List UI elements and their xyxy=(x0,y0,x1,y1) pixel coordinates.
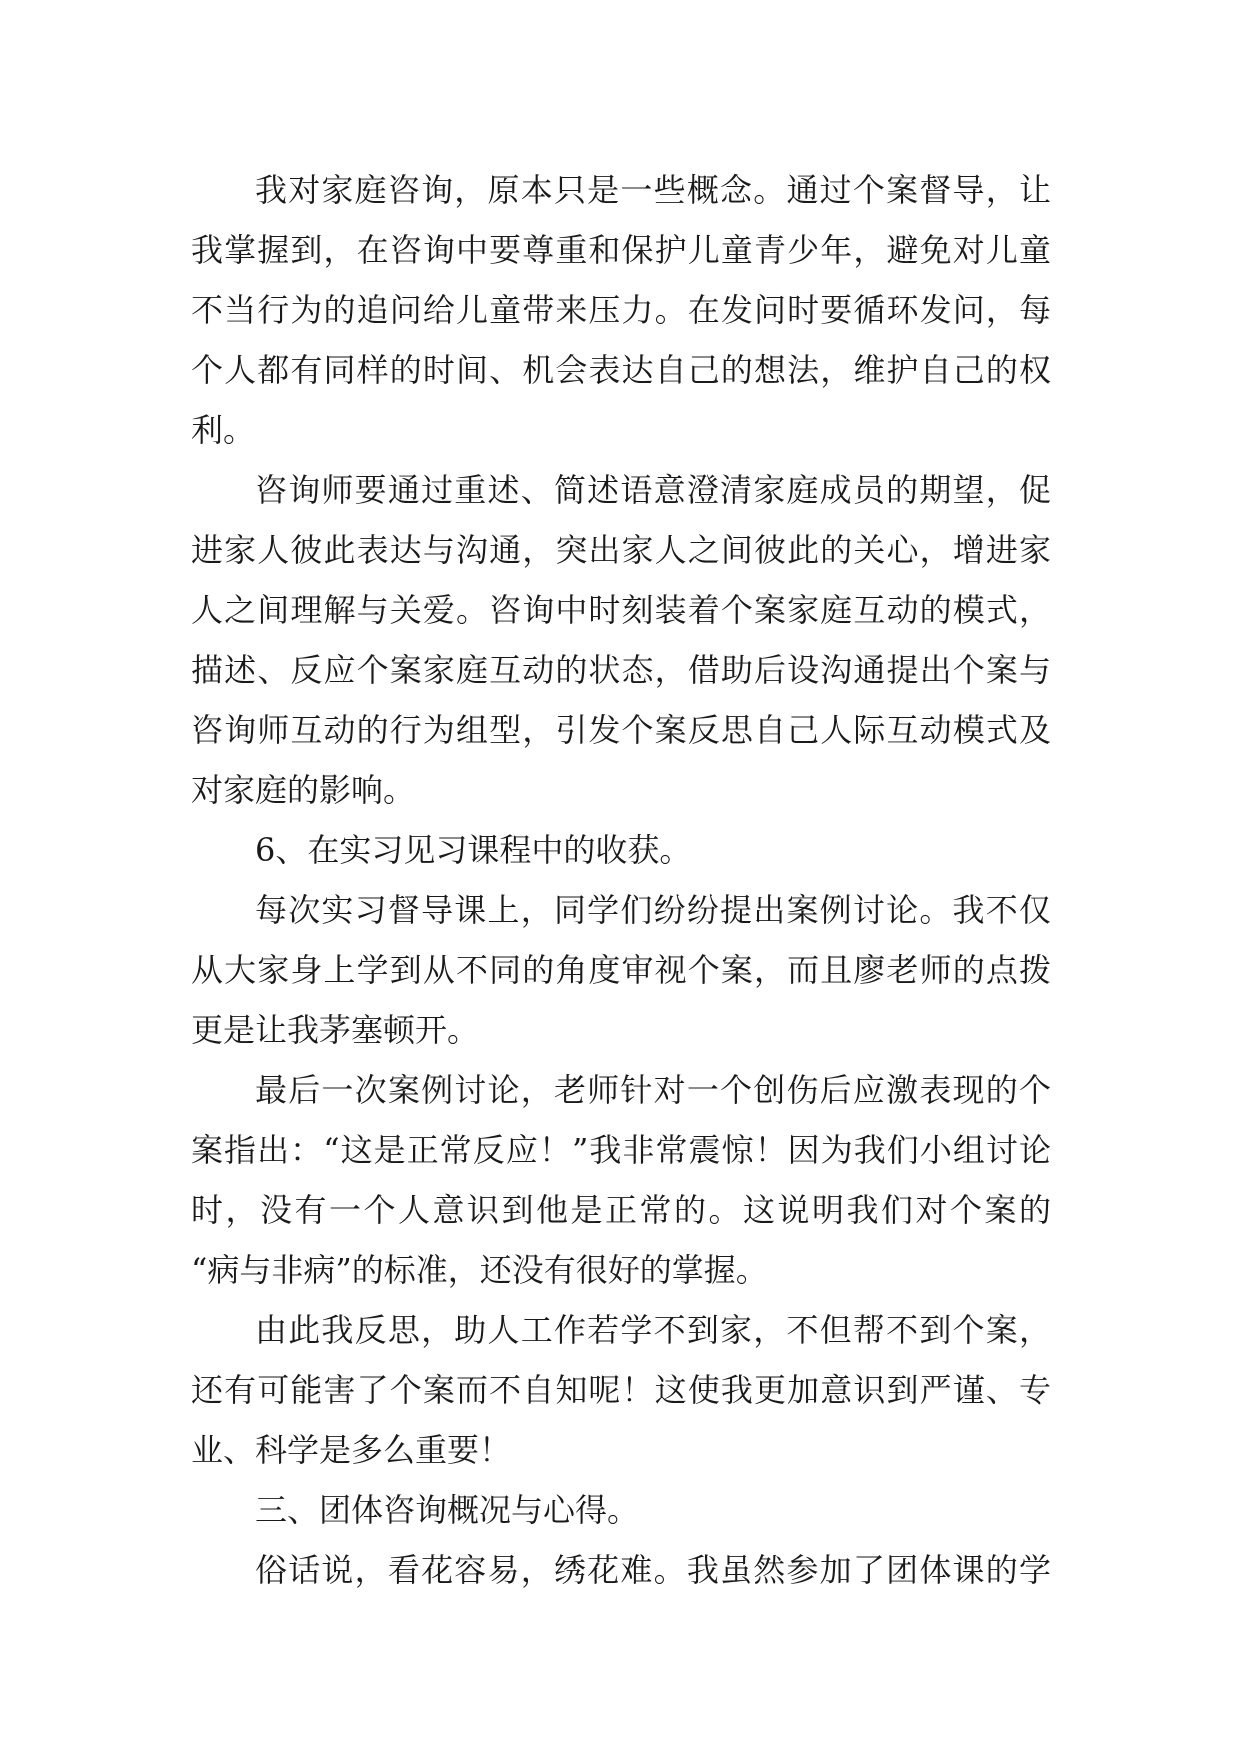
text-line: 不当行为的追问给儿童带来压力。在发问时要循环发问，每 xyxy=(191,291,1051,329)
text-line: 业、科学是多么重要！ xyxy=(191,1431,512,1469)
text-line: 利。 xyxy=(191,411,256,449)
text-line: 更是让我茅塞顿开。 xyxy=(191,1011,480,1049)
text-line: 描述、反应个案家庭互动的状态，借助后设沟通提出个案与 xyxy=(191,651,1051,689)
text-line: 由此我反思，助人工作若学不到家，不但帮不到个案， xyxy=(255,1311,1051,1349)
text-line: 案指出：“这是正常反应！”我非常震惊！因为我们小组讨论 xyxy=(191,1131,1051,1169)
text-line: 最后一次案例讨论，老师针对一个创伤后应激表现的个 xyxy=(255,1071,1051,1109)
text-line: 对家庭的影响。 xyxy=(191,771,416,809)
text-line: “病与非病”的标准，还没有很好的掌握。 xyxy=(191,1251,768,1289)
text-line: 咨询师互动的行为组型，引发个案反思自己人际互动模式及 xyxy=(191,711,1051,749)
text-line: 人之间理解与关爱。咨询中时刻装着个案家庭互动的模式， xyxy=(191,591,1051,629)
text-line: 6、在实习见习课程中的收获。 xyxy=(255,831,692,869)
text-line: 从大家身上学到从不同的角度审视个案，而且廖老师的点拨 xyxy=(191,951,1051,989)
text-line: 进家人彼此表达与沟通，突出家人之间彼此的关心，增进家 xyxy=(191,531,1051,569)
text-line: 俗话说，看花容易，绣花难。我虽然参加了团体课的学 xyxy=(255,1551,1051,1589)
text-line: 三、团体咨询概况与心得。 xyxy=(255,1491,640,1529)
body-text xyxy=(191,160,1051,1600)
text-line: 我对家庭咨询，原本只是一些概念。通过个案督导，让 xyxy=(255,171,1051,209)
text-line: 咨询师要通过重述、简述语意澄清家庭成员的期望，促 xyxy=(255,471,1051,509)
text-line: 时，没有一个人意识到他是正常的。这说明我们对个案的 xyxy=(191,1191,1051,1229)
text-line: 个人都有同样的时间、机会表达自己的想法，维护自己的权 xyxy=(191,351,1051,389)
text-line: 每次实习督导课上，同学们纷纷提出案例讨论。我不仅 xyxy=(255,891,1051,929)
text-line: 还有可能害了个案而不自知呢！这使我更加意识到严谨、专 xyxy=(191,1371,1051,1409)
text-line: 我掌握到，在咨询中要尊重和保护儿童青少年，避免对儿童 xyxy=(191,231,1051,269)
